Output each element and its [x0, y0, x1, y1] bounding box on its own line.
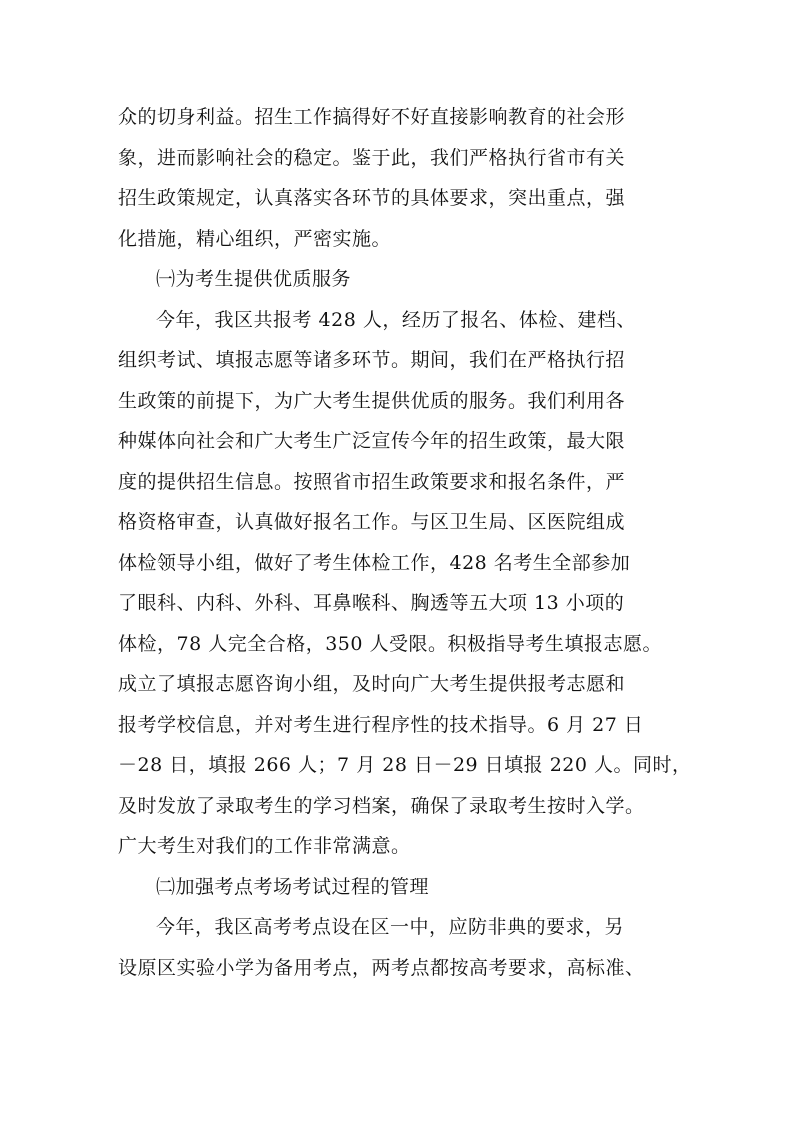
text-line: 组织考试、填报志愿等诸多环节。期间，我们在严格执行招: [118, 349, 626, 371]
text-line: ㈠为考生提供优质服务: [156, 268, 352, 290]
text-line: 了眼科、内科、外科、耳鼻喉科、胸透等五大项 13 小项的: [118, 592, 625, 614]
text-line: 今年，我区共报考 428 人，经历了报名、体检、建档、: [156, 308, 636, 331]
text-line: －28 日，填报 266 人；7 月 28 日－29 日填报 220 人。同时，: [118, 754, 692, 776]
body-text: [118, 97, 692, 988]
text-line: 设原区实验小学为备用考点，两考点都按高考要求，高标准、: [118, 956, 645, 979]
text-line: 成立了填报志愿咨询小组，及时向广大考生提供报考志愿和: [118, 673, 626, 695]
text-line: 广大考生对我们的工作非常满意。: [118, 835, 411, 857]
text-line: 今年，我区高考考点设在区一中，应防非典的要求，另: [156, 916, 625, 938]
text-line: ㈡加强考点考场考试过程的管理: [156, 875, 430, 898]
text-line: 化措施，精心组织，严密实施。: [118, 227, 392, 250]
text-line: 种媒体向社会和广大考生广泛宣传今年的招生政策，最大限: [118, 430, 626, 452]
text-line: 报考学校信息，并对考生进行程序性的技术指导。6 月 27 日: [118, 713, 644, 736]
text-line: 体检领导小组，做好了考生体检工作，428 名考生全部参加: [118, 551, 631, 574]
text-line: 众的切身利益。招生工作搞得好不好直接影响教育的社会形: [118, 106, 626, 128]
text-line: 体检，78 人完全合格，350 人受限。积极指导考生填报志愿。: [118, 632, 663, 655]
text-line: 及时发放了录取考生的学习档案，确保了录取考生按时入学。: [118, 794, 645, 817]
text-line: 格资格审查，认真做好报名工作。与区卫生局、区医院组成: [118, 511, 626, 533]
text-line: 招生政策规定，认真落实各环节的具体要求，突出重点，强: [118, 187, 626, 209]
text-line: 度的提供招生信息。按照省市招生政策要求和报名条件，严: [118, 470, 626, 493]
text-line: 象，进而影响社会的稳定。鉴于此，我们严格执行省市有关: [118, 146, 626, 169]
text-line: 生政策的前提下，为广大考生提供优质的服务。我们利用各: [118, 389, 626, 412]
